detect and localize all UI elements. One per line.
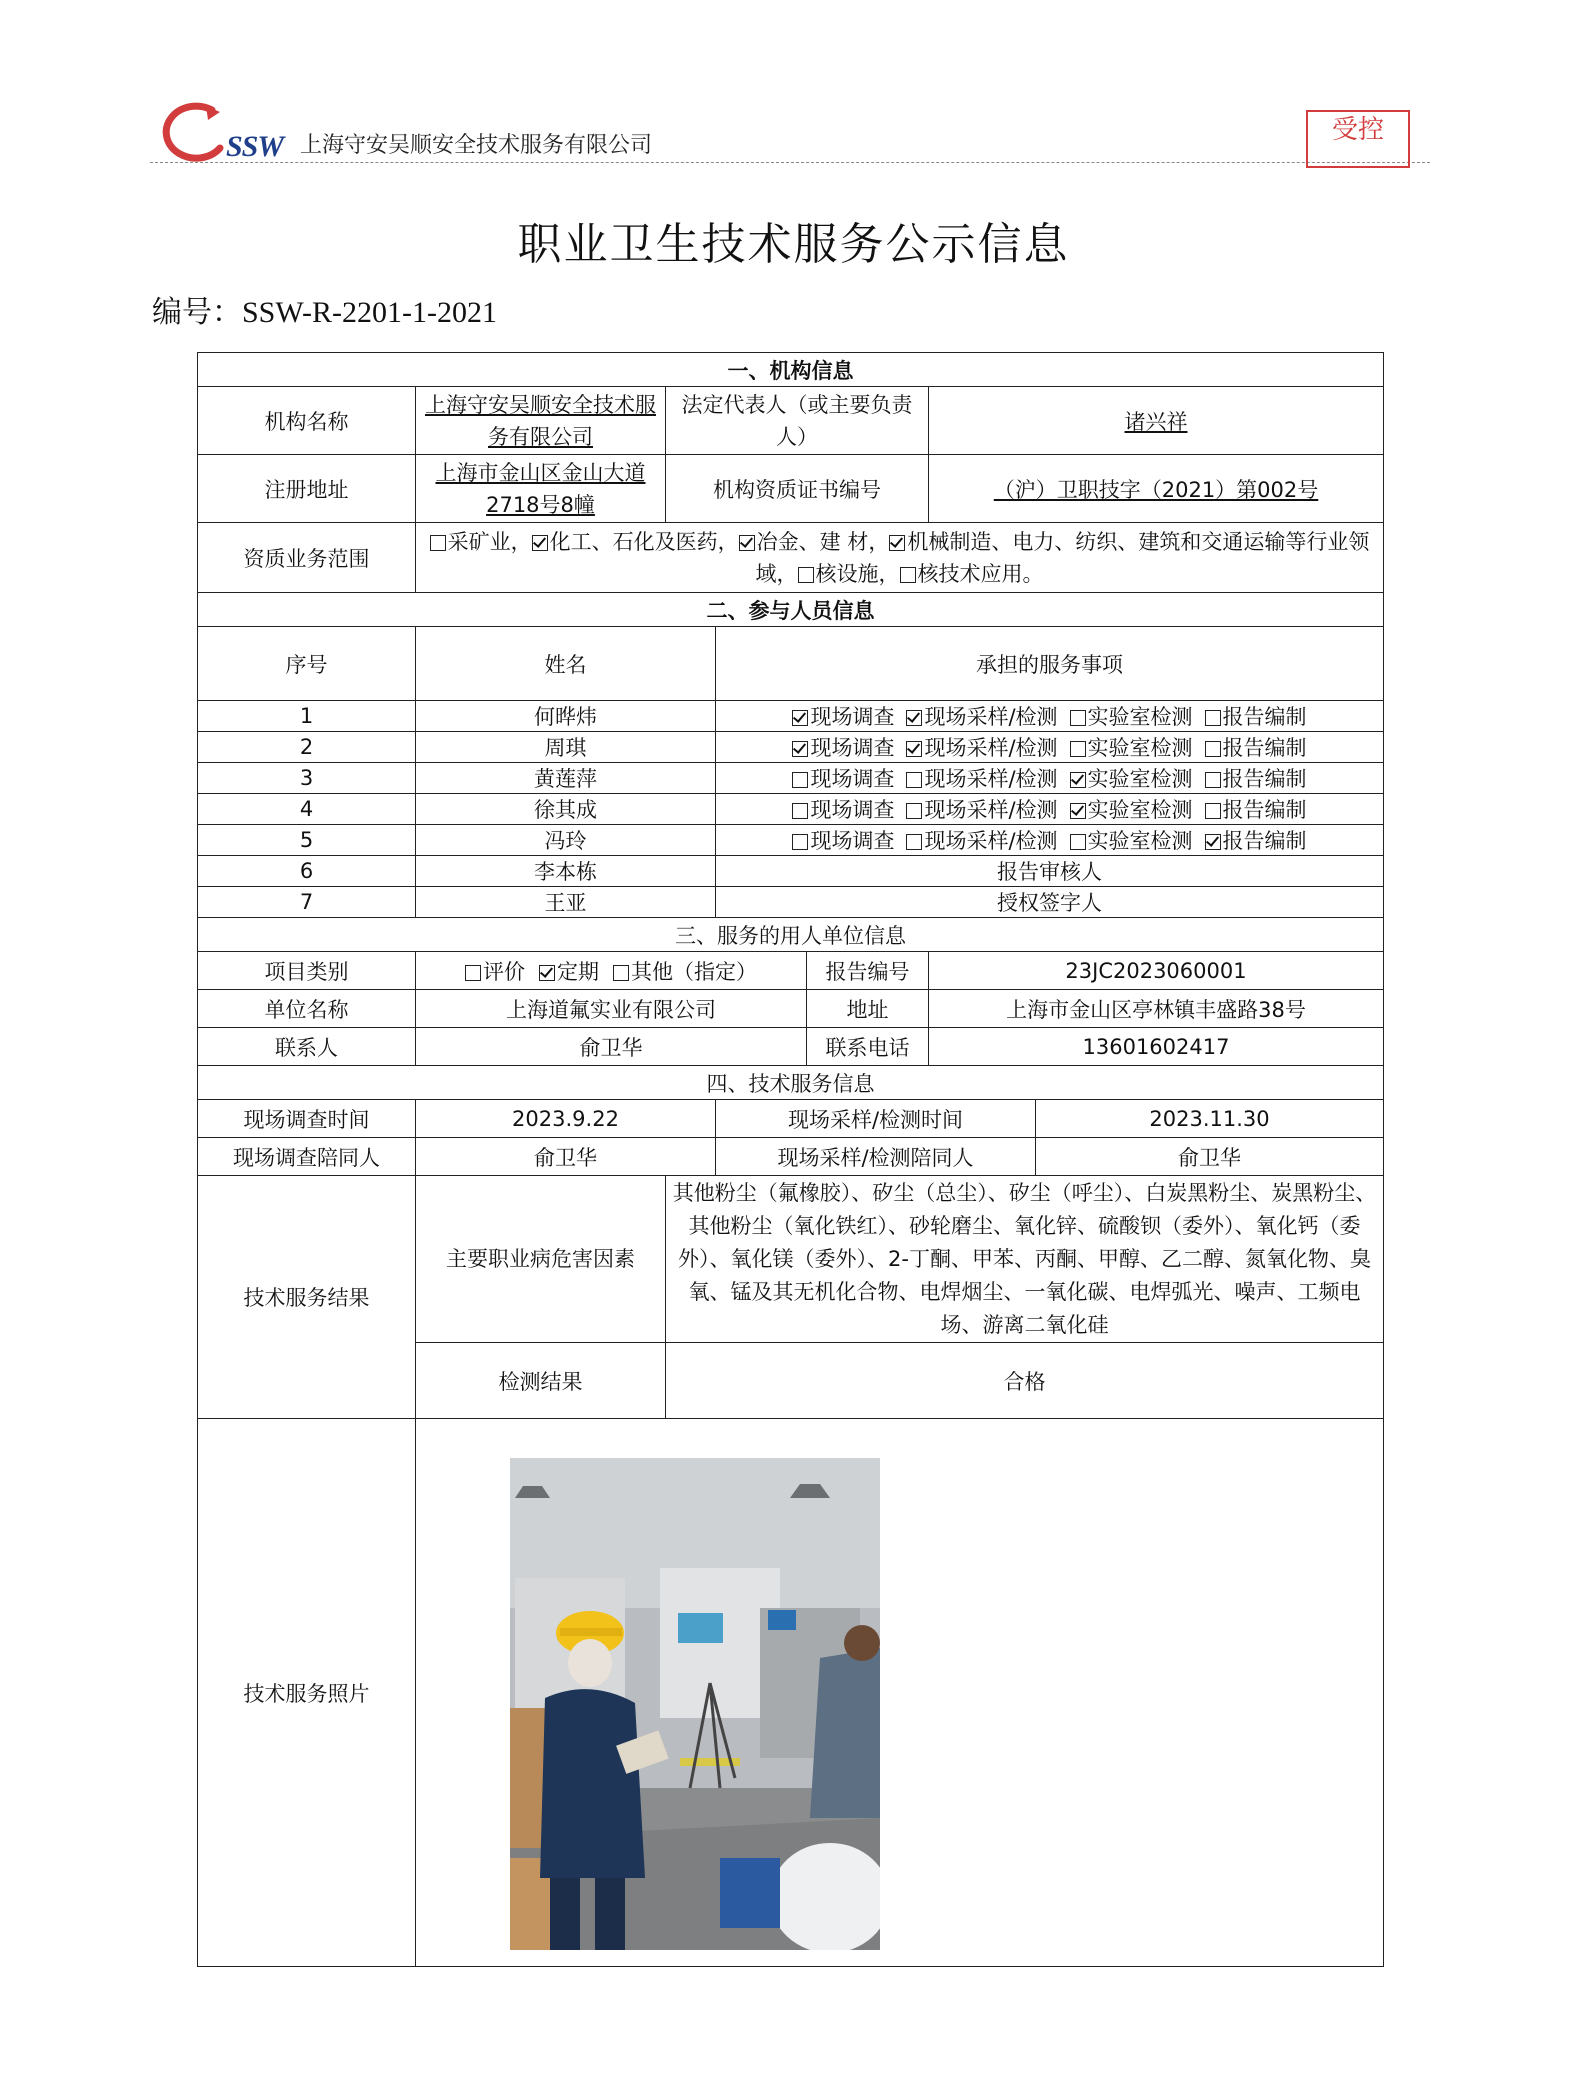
staff-no: 1 bbox=[198, 701, 416, 732]
staff-no: 7 bbox=[198, 887, 416, 918]
client-phone-value: 13601602417 bbox=[929, 1028, 1384, 1066]
hazard-label: 主要职业病危害因素 bbox=[416, 1176, 666, 1343]
staff-service-item: 实验室检测 bbox=[1070, 736, 1193, 760]
org-cert-label: 机构资质证书编号 bbox=[666, 455, 929, 523]
survey-escort-value: 俞卫华 bbox=[416, 1138, 716, 1176]
result-label: 技术服务结果 bbox=[198, 1176, 416, 1419]
org-name-label: 机构名称 bbox=[198, 387, 416, 455]
staff-service-item: 现场采样/检测 bbox=[906, 767, 1057, 791]
scope-item: 机械制造、电力、纺织、建筑和交通运输等行业领域， bbox=[755, 529, 1370, 586]
staff-service-item: 报告编制 bbox=[1205, 705, 1307, 729]
service-checkbox bbox=[1205, 710, 1221, 726]
service-checkbox bbox=[792, 834, 808, 850]
org-scope-value bbox=[416, 523, 1384, 593]
staff-service-item: 报告编制 bbox=[1205, 798, 1307, 822]
sampling-escort-value: 俞卫华 bbox=[1036, 1138, 1384, 1176]
staff-header-name: 姓名 bbox=[416, 627, 716, 701]
staff-service-item: 现场采样/检测 bbox=[906, 736, 1057, 760]
staff-row bbox=[198, 763, 1384, 794]
service-checkbox bbox=[792, 710, 808, 726]
staff-name: 李本栋 bbox=[416, 856, 716, 887]
section-client-title: 三、服务的用人单位信息 bbox=[198, 918, 1384, 952]
test-result-value: 合格 bbox=[666, 1343, 1384, 1419]
client-addr-label: 地址 bbox=[807, 990, 929, 1028]
logo-text: SSW bbox=[226, 130, 284, 163]
staff-name: 冯玲 bbox=[416, 825, 716, 856]
service-checkbox bbox=[1070, 710, 1086, 726]
staff-services bbox=[716, 825, 1384, 856]
section-service-title: 四、技术服务信息 bbox=[198, 1066, 1384, 1100]
staff-row bbox=[198, 825, 1384, 856]
client-type-options: 评价 定期 其他（指定） bbox=[416, 952, 807, 990]
client-unit-value: 上海道氟实业有限公司 bbox=[416, 990, 807, 1028]
scope-item: 采矿业， bbox=[430, 530, 532, 554]
sampling-time-label: 现场采样/检测时间 bbox=[716, 1100, 1036, 1138]
org-cert-value: （沪）卫职技字（2021）第002号 bbox=[929, 455, 1384, 523]
staff-service-item: 报告编制 bbox=[1205, 829, 1307, 853]
type-checkbox-2 bbox=[613, 965, 629, 981]
org-address-label: 注册地址 bbox=[198, 455, 416, 523]
staff-no: 3 bbox=[198, 763, 416, 794]
header-divider bbox=[150, 162, 1430, 163]
service-checkbox bbox=[792, 772, 808, 788]
client-contact-label: 联系人 bbox=[198, 1028, 416, 1066]
report-no-value: 23JC2023060001 bbox=[929, 952, 1384, 990]
service-checkbox bbox=[792, 803, 808, 819]
staff-service-item: 报告编制 bbox=[1205, 767, 1307, 791]
service-checkbox bbox=[906, 710, 922, 726]
scope-checkbox-3 bbox=[889, 535, 905, 551]
org-rep-value: 诸兴祥 bbox=[929, 387, 1384, 455]
staff-name: 王亚 bbox=[416, 887, 716, 918]
service-checkbox bbox=[906, 741, 922, 757]
staff-services bbox=[716, 732, 1384, 763]
staff-no: 2 bbox=[198, 732, 416, 763]
service-checkbox bbox=[1070, 772, 1086, 788]
company-name: 上海守安吴顺安全技术服务有限公司 bbox=[300, 133, 653, 158]
sampling-time-value: 2023.11.30 bbox=[1036, 1100, 1384, 1138]
staff-rows bbox=[198, 701, 1384, 918]
service-checkbox bbox=[906, 772, 922, 788]
service-checkbox bbox=[1205, 772, 1221, 788]
org-name-value: 上海守安吴顺安全技术服务有限公司 bbox=[416, 387, 666, 455]
company-logo-icon bbox=[150, 100, 232, 164]
staff-services bbox=[716, 794, 1384, 825]
staff-service-item: 现场调查 bbox=[792, 798, 894, 822]
scope-checkbox-1 bbox=[532, 535, 548, 551]
staff-name: 黄莲萍 bbox=[416, 763, 716, 794]
staff-services bbox=[716, 763, 1384, 794]
service-checkbox bbox=[1070, 741, 1086, 757]
staff-role: 授权签字人 bbox=[716, 887, 1384, 918]
org-rep-label: 法定代表人（或主要负责人） bbox=[666, 387, 929, 455]
staff-header-no: 序号 bbox=[198, 627, 416, 701]
staff-name: 何晔炜 bbox=[416, 701, 716, 732]
service-checkbox bbox=[1205, 741, 1221, 757]
type-checkbox-1 bbox=[539, 965, 555, 981]
hazard-list: 其他粉尘（氟橡胶）、矽尘（总尘）、矽尘（呼尘）、白炭黑粉尘、炭黑粉尘、其他粉尘（氧化铁红）、砂轮磨尘、氧化锌、硫酸钡（委外）、氧化钙（委外）、氧化镁（委外）、2-丁酮、甲苯、丙酮、甲醇、乙二醇、氮氧化物、臭氧、锰及其无机化合物、电焊烟尘、一氧化碳、电焊弧光、噪声、工频电场、游离二氧化硅 bbox=[666, 1176, 1384, 1343]
staff-service-item: 现场采样/检测 bbox=[906, 798, 1057, 822]
staff-name: 徐其成 bbox=[416, 794, 716, 825]
staff-name: 周琪 bbox=[416, 732, 716, 763]
staff-services bbox=[716, 701, 1384, 732]
staff-service-item: 报告编制 bbox=[1205, 736, 1307, 760]
sampling-escort-label: 现场采样/检测陪同人 bbox=[716, 1138, 1036, 1176]
org-scope-label: 资质业务范围 bbox=[198, 523, 416, 593]
service-checkbox bbox=[1205, 803, 1221, 819]
service-photo bbox=[510, 1458, 880, 1950]
scope-checkbox-4 bbox=[798, 567, 814, 583]
staff-no: 4 bbox=[198, 794, 416, 825]
service-checkbox bbox=[1070, 803, 1086, 819]
staff-service-item: 现场采样/检测 bbox=[906, 829, 1057, 853]
survey-time-value: 2023.9.22 bbox=[416, 1100, 716, 1138]
org-address-value: 上海市金山区金山大道2718号8幢 bbox=[416, 455, 666, 523]
scope-item: 冶金、建 材， bbox=[739, 530, 890, 554]
scope-item: 核设施， bbox=[798, 562, 900, 586]
staff-service-item: 实验室检测 bbox=[1070, 829, 1193, 853]
staff-service-item: 现场调查 bbox=[792, 705, 894, 729]
scope-item: 化工、石化及医药， bbox=[532, 530, 739, 554]
staff-row bbox=[198, 701, 1384, 732]
controlled-stamp: 受控 bbox=[1306, 110, 1410, 168]
client-phone-label: 联系电话 bbox=[807, 1028, 929, 1066]
staff-service-item: 实验室检测 bbox=[1070, 705, 1193, 729]
staff-service-item: 实验室检测 bbox=[1070, 767, 1193, 791]
section-org-title: 一、机构信息 bbox=[198, 353, 1384, 387]
scope-item: 核技术应用。 bbox=[900, 562, 1044, 586]
test-result-label: 检测结果 bbox=[416, 1343, 666, 1419]
staff-role: 报告审核人 bbox=[716, 856, 1384, 887]
staff-service-item: 现场调查 bbox=[792, 767, 894, 791]
type-checkbox-0 bbox=[465, 965, 481, 981]
staff-service-item: 现场采样/检测 bbox=[906, 705, 1057, 729]
survey-time-label: 现场调查时间 bbox=[198, 1100, 416, 1138]
document-number-label: 编号： bbox=[152, 295, 242, 330]
staff-service-item: 现场调查 bbox=[792, 736, 894, 760]
scope-checkbox-0 bbox=[430, 535, 446, 551]
service-checkbox bbox=[906, 834, 922, 850]
staff-row bbox=[198, 732, 1384, 763]
staff-service-item: 实验室检测 bbox=[1070, 798, 1193, 822]
staff-no: 5 bbox=[198, 825, 416, 856]
report-no-label: 报告编号 bbox=[807, 952, 929, 990]
staff-service-item: 现场调查 bbox=[792, 829, 894, 853]
service-checkbox bbox=[1205, 834, 1221, 850]
page-header bbox=[150, 96, 1430, 166]
client-contact-value: 俞卫华 bbox=[416, 1028, 807, 1066]
client-type-label: 项目类别 bbox=[198, 952, 416, 990]
staff-row bbox=[198, 887, 1384, 918]
section-staff-title: 二、参与人员信息 bbox=[198, 593, 1384, 627]
service-checkbox bbox=[792, 741, 808, 757]
scope-checkbox-2 bbox=[739, 535, 755, 551]
service-checkbox bbox=[1070, 834, 1086, 850]
service-checkbox bbox=[906, 803, 922, 819]
survey-escort-label: 现场调查陪同人 bbox=[198, 1138, 416, 1176]
staff-no: 6 bbox=[198, 856, 416, 887]
client-addr-value: 上海市金山区亭林镇丰盛路38号 bbox=[929, 990, 1384, 1028]
photo-label: 技术服务照片 bbox=[198, 1419, 416, 1967]
page-title: 职业卫生技术服务公示信息 bbox=[517, 219, 1070, 270]
client-unit-label: 单位名称 bbox=[198, 990, 416, 1028]
staff-header-service: 承担的服务事项 bbox=[716, 627, 1384, 701]
document-number bbox=[152, 287, 497, 331]
document-number-value: SSW-R-2201-1-2021 bbox=[242, 296, 497, 329]
staff-row bbox=[198, 856, 1384, 887]
scope-checkbox-5 bbox=[900, 567, 916, 583]
staff-row bbox=[198, 794, 1384, 825]
